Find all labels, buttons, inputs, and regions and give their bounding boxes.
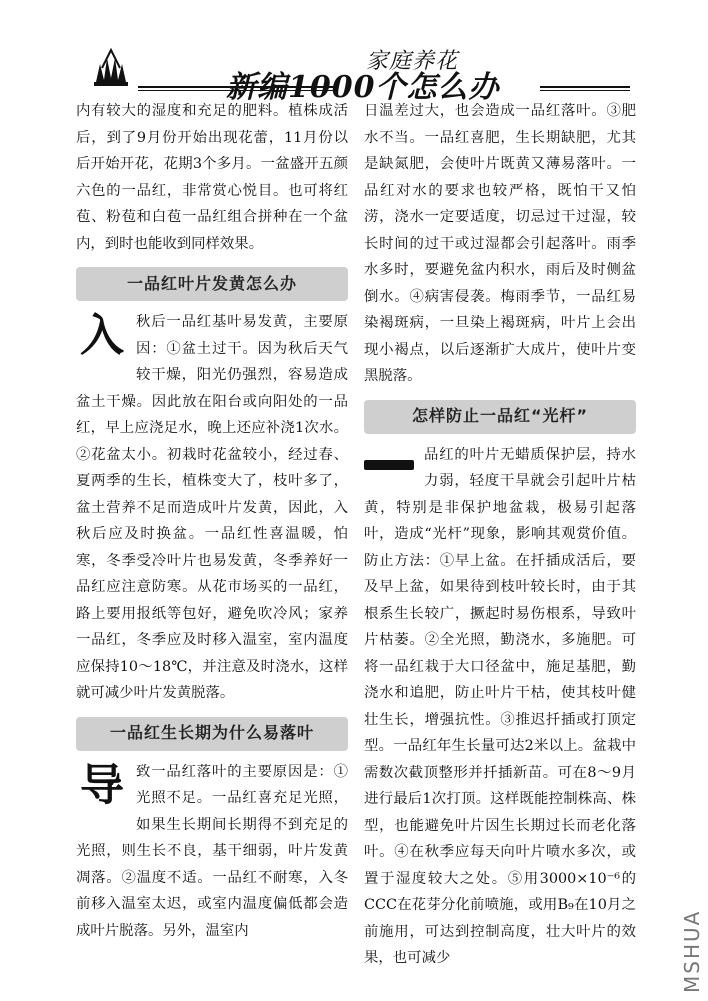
section-yellow-leaves-text: 秋后一品红基叶易发黄，主要原因：①盆土过干。因为秋后天气较干燥，阳光仍强烈，容易造成盆土干燥。因此放在阳台或向阳处的一品红，早上应浇足水，晚上还应补浇1次水。②花盆太小。初栽时花盆较小，经过春、夏两季的生长，植株变大了，枝叶多了，盆土营养不足而造成叶片发黄，因此，入秋后应及时换盆。一品红性喜温暖，怕寒，冬季受冷叶片也易发黄，冬季养好一品红应注意防寒。从花市场买的一品红，路上要用报纸等包好，避免吹冷风；家养一品红，冬季应及时移入温室，室内温度应保持10～18℃，并注意及时浇水，这样就可减少叶片发黄脱落。 [76, 314, 348, 701]
header-title-small: 家庭养花 [366, 49, 459, 74]
section-bare-stem-body [364, 442, 636, 972]
page-header [70, 40, 630, 105]
section-leaf-drop-continued: 日温差过大，也会造成一品红落叶。③肥水不当。一品红喜肥，生长期缺肥，尤其是缺氮肥，会使叶片既黄又薄易落叶。一品红对水的要求也较严格，既怕干又怕涝，浇水一定要适度，切忌过干过湿，较长时间的过干或过湿都会引起落叶。雨季水多时，要避免盆内积水，雨后及时侧盆倒水。④病害侵袭。梅雨季节，一品红易染褐斑病，一旦染上褐斑病，叶片上会出现小褐点，以后逐渐扩大成片，使叶片变黑脱落。 [364, 103, 636, 384]
header-title-big: 新编1000个怎么办 [226, 70, 500, 105]
drop-cap-yi-bar [364, 460, 414, 470]
section-bare-stem-text: 品红的叶片无蜡质保护层，持水力弱，轻度干旱就会引起叶片枯黄，特别是非保护地盆栽，极易引起落叶，造成“光杆”现象，影响其观赏价值。防止方法：①早上盆。在扦插成活后，要及早上盆，如果待到枝叶较长时，由于其根系生长较广，撅起时易伤根系，导致叶片枯萎。②全光照，勤浇水，多施肥。可将一品红栽于大口径盆中，施足基肥，勤浇水和追肥，防止叶片干枯，使其枝叶健壮生长，增强抗性。③推迟扦插或打顶定型。一品红年生长量可达2米以上。盆栽中需数次截顶整形并扦插新苗。可在8～9月进行最后1次打顶。这样既能控制株高、株型，也能避免叶片因生长期过长而老化落叶。④在秋季应每天向叶片喷水多次，或置于湿度较大之处。⑤用3000×10⁻⁶的CCC在花芽分化前喷施，或用B₉在10月之前施用，可达到控制高度，壮大叶片的效果，也可减少 [364, 446, 636, 966]
watermark: MSHUA [680, 909, 704, 993]
right-column [364, 98, 636, 972]
section-title-bare-stem: 怎样防止一品红“光杆” [364, 400, 636, 434]
header-rule-right-thin [540, 90, 630, 91]
drop-cap-yi [364, 444, 416, 484]
drop-cap-dao: 导 [80, 759, 124, 811]
potted-flower-icon [88, 44, 134, 90]
section-leaf-drop-body [76, 759, 348, 945]
section-title-yellow-leaves: 一品红叶片发黄怎么办 [76, 267, 348, 301]
left-column [76, 98, 348, 944]
section-leaf-drop-text: 致一品红落叶的主要原因是：①光照不足。一品红喜充足光照，如果生长期间长期得不到充足的光照，则生长不良，基干细弱，叶片发黄凋落。②温度不适。一品红不耐寒，入冬前移入温室太迟，或室内温度偏低都会造成叶片脱落。另外，温室内 [76, 763, 348, 939]
section-title-leaf-drop: 一品红生长期为什么易落叶 [76, 717, 348, 751]
header-rule-right [540, 86, 630, 88]
intro-paragraph: 内有较大的湿度和充足的肥料。植株成活后，到了9月份开始出现花蕾，11月份以后开始开花，花期3个多月。一盆盛开五颜六色的一品红，非常赏心悦目。也可将红苞、粉苞和白苞一品红组合拼种在一个盆内，到时也能收到同样效果。 [76, 103, 348, 252]
section-yellow-leaves-body [76, 309, 348, 707]
drop-cap-ru: 入 [80, 310, 124, 361]
